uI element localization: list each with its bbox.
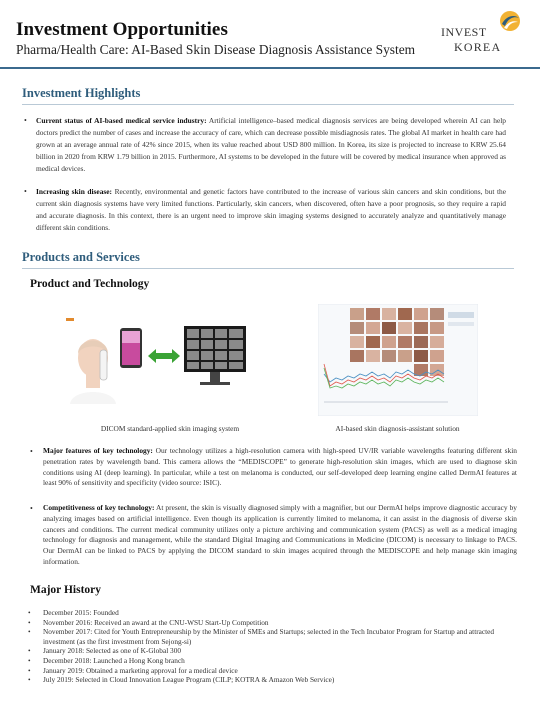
history-list [28,608,518,685]
history-item: • December 2015: Founded [28,608,518,618]
invest-korea-logo [441,10,521,62]
caption-ai-solution: AI-based skin diagnosis-assistant solution [335,424,460,433]
bullet-icon: • [30,504,33,513]
logo-text-invest: INVEST [441,25,487,39]
section-heading-products: Products and Services [22,250,140,264]
page-title: Investment Opportunities [16,19,228,40]
highlight-item-lead: Current status of AI-based medical service industry: [36,116,207,125]
logo-text-korea: KOREA [454,40,502,54]
history-item: • July 2019: Selected in Cloud Innovation League Program (CILP; KOTRA & Amazon Web Service) [28,675,518,685]
product-item [43,446,517,489]
bullet-icon: • [24,116,27,125]
subsection-heading-product-tech: Product and Technology [30,278,150,290]
product-item-lead: Competitiveness of key technology: [43,503,155,512]
history-item: • November 2017: Cited for Youth Entrepreneurship by the Minister of SMEs and Startups; selected in the Tech Incubator Program for Startup and attracted investment (as the first investment from Sejong-si) [28,627,518,646]
highlight-item [36,115,506,175]
product-item [43,503,517,568]
history-item: • November 2016: Received an award at the CNU-WSU Start-Up Competition [28,618,518,628]
highlight-item [36,186,506,234]
bullet-icon: • [30,447,33,456]
highlight-item-lead: Increasing skin disease: [36,187,113,196]
section-divider [22,104,514,105]
product-item-text: At present, the skin is visually diagnosed simply with a magnifier, but our DermAI helps improve diagnostic accuracy by analyzing images based on artificial intelligence. Even though its application is currently limited to melanoma, it can assist in the diagnosis of diverse skin cancers and conditions. The current medical community utilizes only a picture archiving and communication system (PACS) as well as a medical imaging technology for diagnosis and management, while the standard Digital Imaging and Communications in Medicine (DICOM) is necessary to linkage to PACS. Our DermAI can be linked to PACS by applying the DICOM standard to skin images acquired through the MEDISCOPE and help manage skin imaging information. [43,503,517,566]
skin-imaging-system-image [60,314,260,404]
highlight-item-text: Artificial intelligence–based medical diagnosis services are being developed wherein AI can help doctors predict the number of cases and increase the accuracy of care, which can decrease possible misdiagnosis rates. The global AI market in health care had grown at an average annual rate of 42% since 2015, when its value reached about USD 800 million. In Korea, its size is projected to increase to KRW 25.64 billion in 2020 from KRW 1.79 billion in 2015. Furthermore, AI systems to be developed in the future will be covered by medical insurance when approved as medical devices. [36,116,506,173]
section-heading-highlights: Investment Highlights [22,86,141,100]
caption-skin-imaging: DICOM standard-applied skin imaging system [100,424,240,433]
product-item-text: Our technology utilizes a high-resolution camera with high-speed UV/IR variable wavelengths featuring different skin penetration rates by wavelength band. This camera allows the “MEDISCOPE” to generate high-resolution skin images, which are used to diagnose skin conditions using AI (deep learning). In particular, while a test on melanoma is conducted, our self-developed deep learning engine called DermAI features at least 90% of sensitivity and specificity (video source: ISIC). [43,446,517,488]
bullet-icon: • [24,187,27,196]
header-divider [0,67,540,69]
history-item: • January 2019: Obtained a marketing approval for a medical device [28,666,518,676]
highlight-item-text: Recently, environmental and genetic factors have contributed to the increase of various skin cancers and skin conditions, but the current skin diagnosis systems have very limited functions. Particularly, skin cancers, when discovered, often have a poor prognosis, so they require a rapid and accurate diagnosis. In this context, there is an urgent need to improve skin imaging systems designed to accurately analyze and quantitatively manage different skin conditions. [36,187,506,232]
swoosh-icon [499,10,521,32]
history-item: • December 2018: Launched a Hong Kong branch [28,656,518,666]
section-heading-history: Major History [30,584,102,596]
page-subtitle: Pharma/Health Care: AI-Based Skin Disease Diagnosis Assistance System [16,42,416,57]
product-item-lead: Major features of key technology: [43,446,153,455]
ai-diagnosis-solution-image [318,304,478,416]
history-item: • January 2018: Selected as one of K-Global 300 [28,646,518,656]
section-divider [22,268,514,269]
